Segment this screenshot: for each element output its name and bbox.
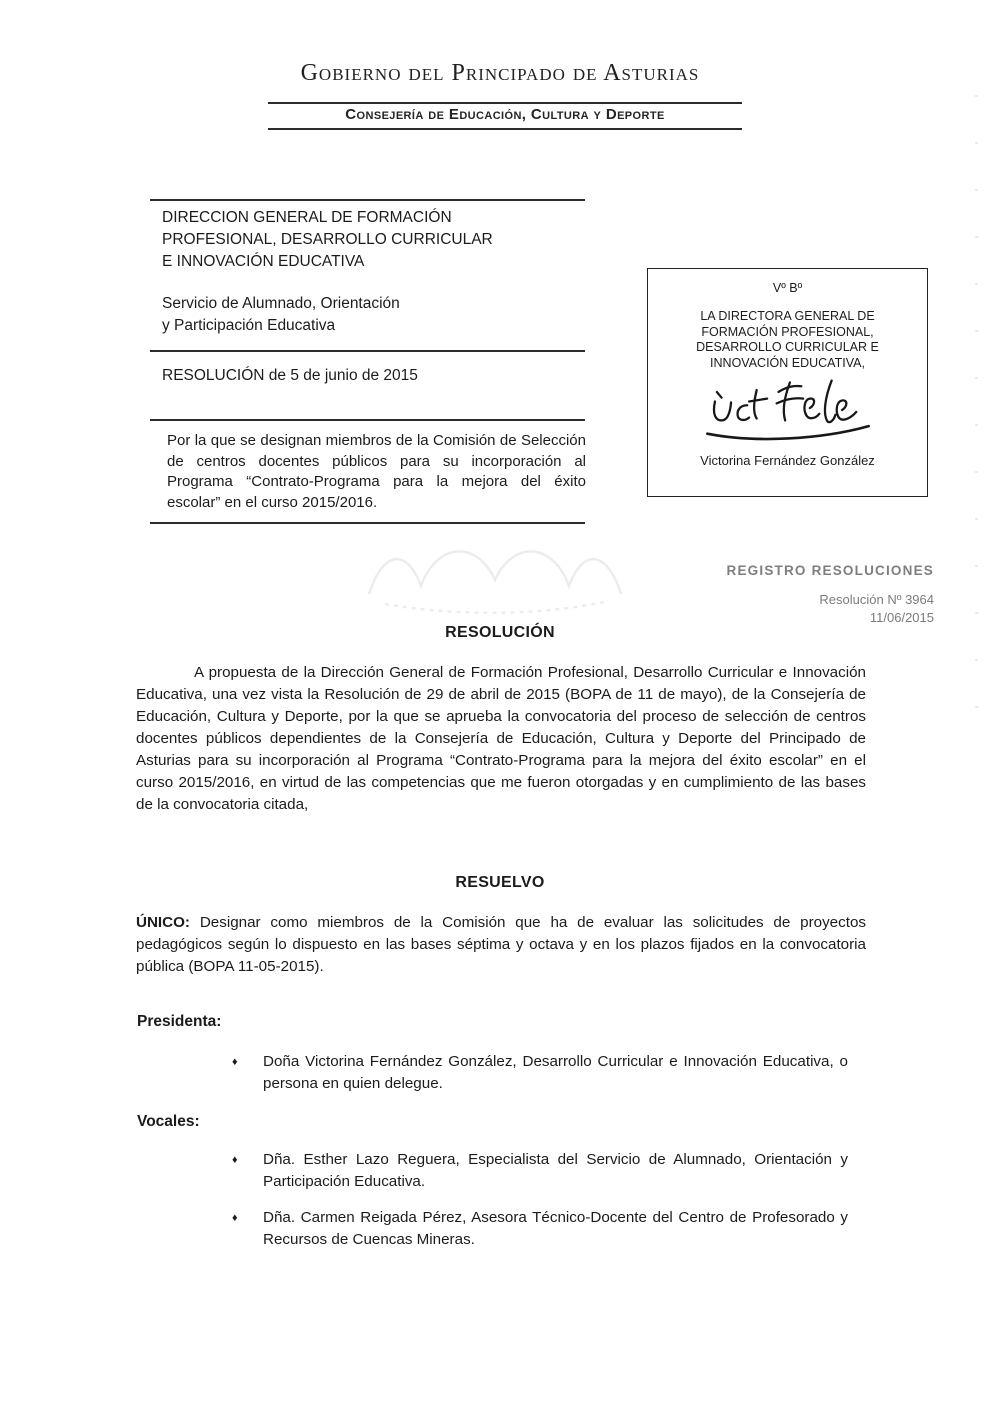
approval-box-title-line: DESARROLLO CURRICULAR E	[696, 340, 879, 354]
presidenta-label: Presidenta:	[137, 1013, 222, 1030]
scan-speckle-artifacts	[975, 95, 978, 715]
approval-box-title-line: LA DIRECTORA GENERAL DE	[700, 309, 875, 323]
direccion-general-line: E INNOVACIÓN EDUCATIVA	[162, 253, 365, 270]
diamond-bullet-icon: ♦	[232, 1056, 238, 1068]
direccion-general-block	[162, 207, 493, 273]
presidenta-member: Doña Victorina Fernández González, Desarrollo Curricular e Innovación Educativa, o persona en quien delegue.	[263, 1053, 848, 1092]
resolution-body-paragraph: A propuesta de la Dirección General de Formación Profesional, Desarrollo Curricular e Innovación Educativa, una vez vista la Resolución de 29 de abril de 2015 (BOPA de 11 de mayo), de la Consejería de Educación, Cultura y Deporte, por la que se aprueba la convocatoria del proceso de selección de centros docentes públicos dependientes de la Consejería de Educación, Cultura y Deporte del Principado de Asturias para su incorporación al Programa “Contrato-Programa para la mejora del éxito escolar” en el curso 2015/2016, en virtud de las competencias que me fueron otorgadas y en cumplimiento de las bases de la convocatoria citada,	[136, 664, 866, 813]
government-letterhead-title: Gobierno del Principado de Asturias	[300, 60, 700, 86]
servicio-line: y Participación Educativa	[162, 317, 336, 334]
list-item	[232, 1207, 848, 1251]
direccion-general-line: DIRECCION GENERAL DE FORMACIÓN	[162, 209, 452, 226]
list-item	[232, 1149, 848, 1193]
list-item	[232, 1051, 848, 1095]
vocales-label: Vocales:	[137, 1113, 200, 1130]
resuelvo-heading: RESUELVO	[455, 874, 545, 891]
signer-name: Victorina Fernández González	[700, 453, 875, 468]
vb-label: Vº Bº	[772, 281, 803, 295]
left-rule-2	[150, 350, 585, 352]
approval-box-title-line: INNOVACIÓN EDUCATIVA,	[710, 355, 865, 370]
unico-label: ÚNICO:	[136, 914, 190, 931]
diamond-bullet-icon: ♦	[232, 1154, 238, 1166]
resolution-date-line: RESOLUCIÓN de 5 de junio de 2015	[162, 367, 418, 384]
resolucion-heading: RESOLUCIÓN	[445, 624, 555, 641]
letterhead-rule-top	[268, 102, 742, 104]
vocal-member: Dña. Carmen Reigada Pérez, Asesora Técnico-Docente del Centro de Profesorado y Recursos de Cuencas Mineras.	[263, 1209, 848, 1248]
registry-stamp-title: REGISTRO RESOLUCIONES	[726, 563, 934, 578]
crown-watermark	[355, 532, 635, 622]
signature-scribble	[695, 373, 880, 447]
diamond-bullet-icon: ♦	[232, 1212, 238, 1224]
approval-box-title	[648, 309, 927, 371]
unico-paragraph	[136, 912, 866, 978]
department-letterhead-title: Consejería de Educación, Cultura y Deporte	[345, 106, 665, 123]
registry-stamp-date: 11/06/2015	[869, 610, 934, 625]
left-rule-1	[150, 199, 585, 201]
approval-box	[647, 268, 928, 497]
registry-stamp-number: Resolución Nº 3964	[819, 592, 934, 607]
servicio-block	[162, 293, 400, 337]
direccion-general-line: PROFESIONAL, DESARROLLO CURRICULAR	[162, 231, 493, 248]
vocal-member: Dña. Esther Lazo Reguera, Especialista del Servicio de Alumnado, Orientación y Participación Educativa.	[263, 1151, 848, 1190]
left-rule-4	[150, 522, 585, 524]
left-rule-3	[150, 419, 585, 421]
approval-box-title-line: FORMACIÓN PROFESIONAL,	[701, 324, 874, 339]
letterhead-rule-bottom	[268, 128, 742, 130]
resolution-subject: Por la que se designan miembros de la Comisión de Selección de centros docentes públicos para su incorporación al Programa “Contrato-Programa para la mejora del éxito escolar” en el curso 2015/2016.	[167, 432, 586, 511]
unico-text: Designar como miembros de la Comisión que ha de evaluar las solicitudes de proyectos pedagógicos según lo dispuesto en las bases séptima y octava y en los plazos fijados en la convocatoria pública (BOPA 11-05-2015).	[136, 914, 866, 975]
servicio-line: Servicio de Alumnado, Orientación	[162, 295, 400, 312]
